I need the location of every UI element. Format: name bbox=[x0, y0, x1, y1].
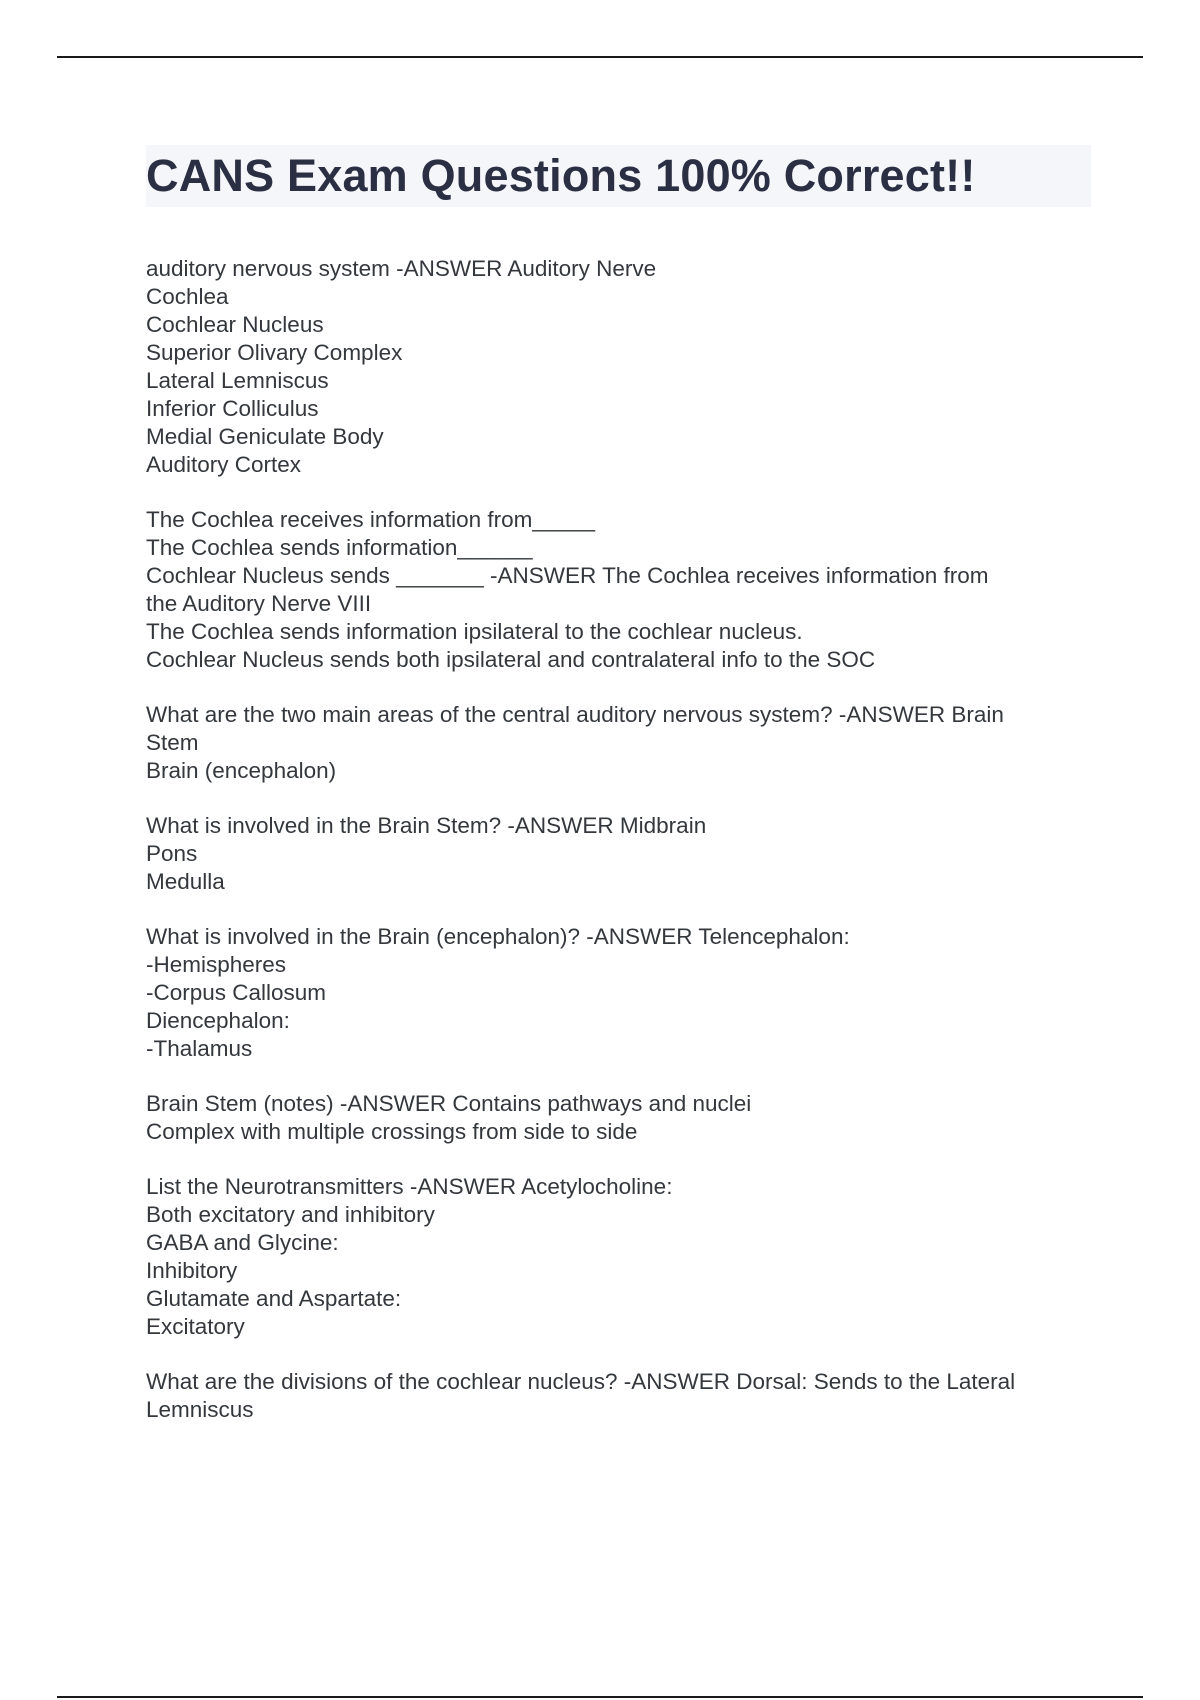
text-line: Lateral Lemniscus bbox=[146, 368, 329, 393]
text-line: GABA and Glycine: bbox=[146, 1230, 339, 1255]
text-line: Cochlear Nucleus sends both ipsilateral and contralateral info to the SOC bbox=[146, 647, 876, 672]
text-line: -Thalamus bbox=[146, 1036, 253, 1061]
text-line: Inferior Colliculus bbox=[146, 396, 319, 421]
qa-block bbox=[146, 701, 1091, 785]
text-line: Diencephalon: bbox=[146, 1008, 290, 1033]
text-line: Brain (encephalon) bbox=[146, 758, 337, 783]
text-line: The Cochlea sends information ipsilateral to the cochlear nucleus. bbox=[146, 619, 803, 644]
text-line: Complex with multiple crossings from side to side bbox=[146, 1119, 638, 1144]
text-line: -Hemispheres bbox=[146, 952, 287, 977]
text-line: Both excitatory and inhibitory bbox=[146, 1202, 435, 1227]
qa-block bbox=[146, 1173, 1091, 1341]
text-line: Superior Olivary Complex bbox=[146, 340, 403, 365]
text-line: -Corpus Callosum bbox=[146, 980, 327, 1005]
document-title: CANS Exam Questions 100% Correct!! bbox=[146, 150, 976, 201]
text-line: Cochlea bbox=[146, 284, 229, 309]
document-body bbox=[146, 145, 1091, 1451]
qa-block bbox=[146, 255, 1091, 479]
text-line: Pons bbox=[146, 841, 198, 866]
qa-block bbox=[146, 923, 1091, 1063]
text-line: What are the two main areas of the central auditory nervous system? -ANSWER Brain bbox=[146, 702, 1004, 727]
text-line: Auditory Cortex bbox=[146, 452, 302, 477]
text-line: Lemniscus bbox=[146, 1397, 254, 1422]
text-line: List the Neurotransmitters -ANSWER Acetylocholine: bbox=[146, 1174, 673, 1199]
text-line: What are the divisions of the cochlear nucleus? -ANSWER Dorsal: Sends to the Lateral bbox=[146, 1369, 1016, 1394]
qa-block bbox=[146, 1368, 1091, 1424]
text-line: The Cochlea sends information______ bbox=[146, 535, 533, 560]
text-line: Stem bbox=[146, 730, 199, 755]
title-banner bbox=[146, 145, 1091, 207]
qa-block bbox=[146, 812, 1091, 896]
qa-block bbox=[146, 1090, 1091, 1146]
bottom-rule bbox=[57, 1696, 1143, 1698]
text-line: Medulla bbox=[146, 869, 225, 894]
text-line: Medial Geniculate Body bbox=[146, 424, 384, 449]
text-line: What is involved in the Brain Stem? -ANSWER Midbrain bbox=[146, 813, 707, 838]
text-line: Cochlear Nucleus sends _______ -ANSWER The Cochlea receives information from bbox=[146, 563, 989, 588]
text-line: Excitatory bbox=[146, 1314, 245, 1339]
text-line: Brain Stem (notes) -ANSWER Contains pathways and nuclei bbox=[146, 1091, 752, 1116]
text-line: Cochlear Nucleus bbox=[146, 312, 324, 337]
text-line: Inhibitory bbox=[146, 1258, 238, 1283]
text-line: What is involved in the Brain (encephalon)? -ANSWER Telencephalon: bbox=[146, 924, 850, 949]
top-rule bbox=[57, 56, 1143, 58]
qa-block bbox=[146, 506, 1091, 674]
text-line: auditory nervous system -ANSWER Auditory Nerve bbox=[146, 256, 657, 281]
text-line: the Auditory Nerve VIII bbox=[146, 591, 372, 616]
text-line: The Cochlea receives information from_____ bbox=[146, 507, 595, 532]
text-line: Glutamate and Aspartate: bbox=[146, 1286, 402, 1311]
